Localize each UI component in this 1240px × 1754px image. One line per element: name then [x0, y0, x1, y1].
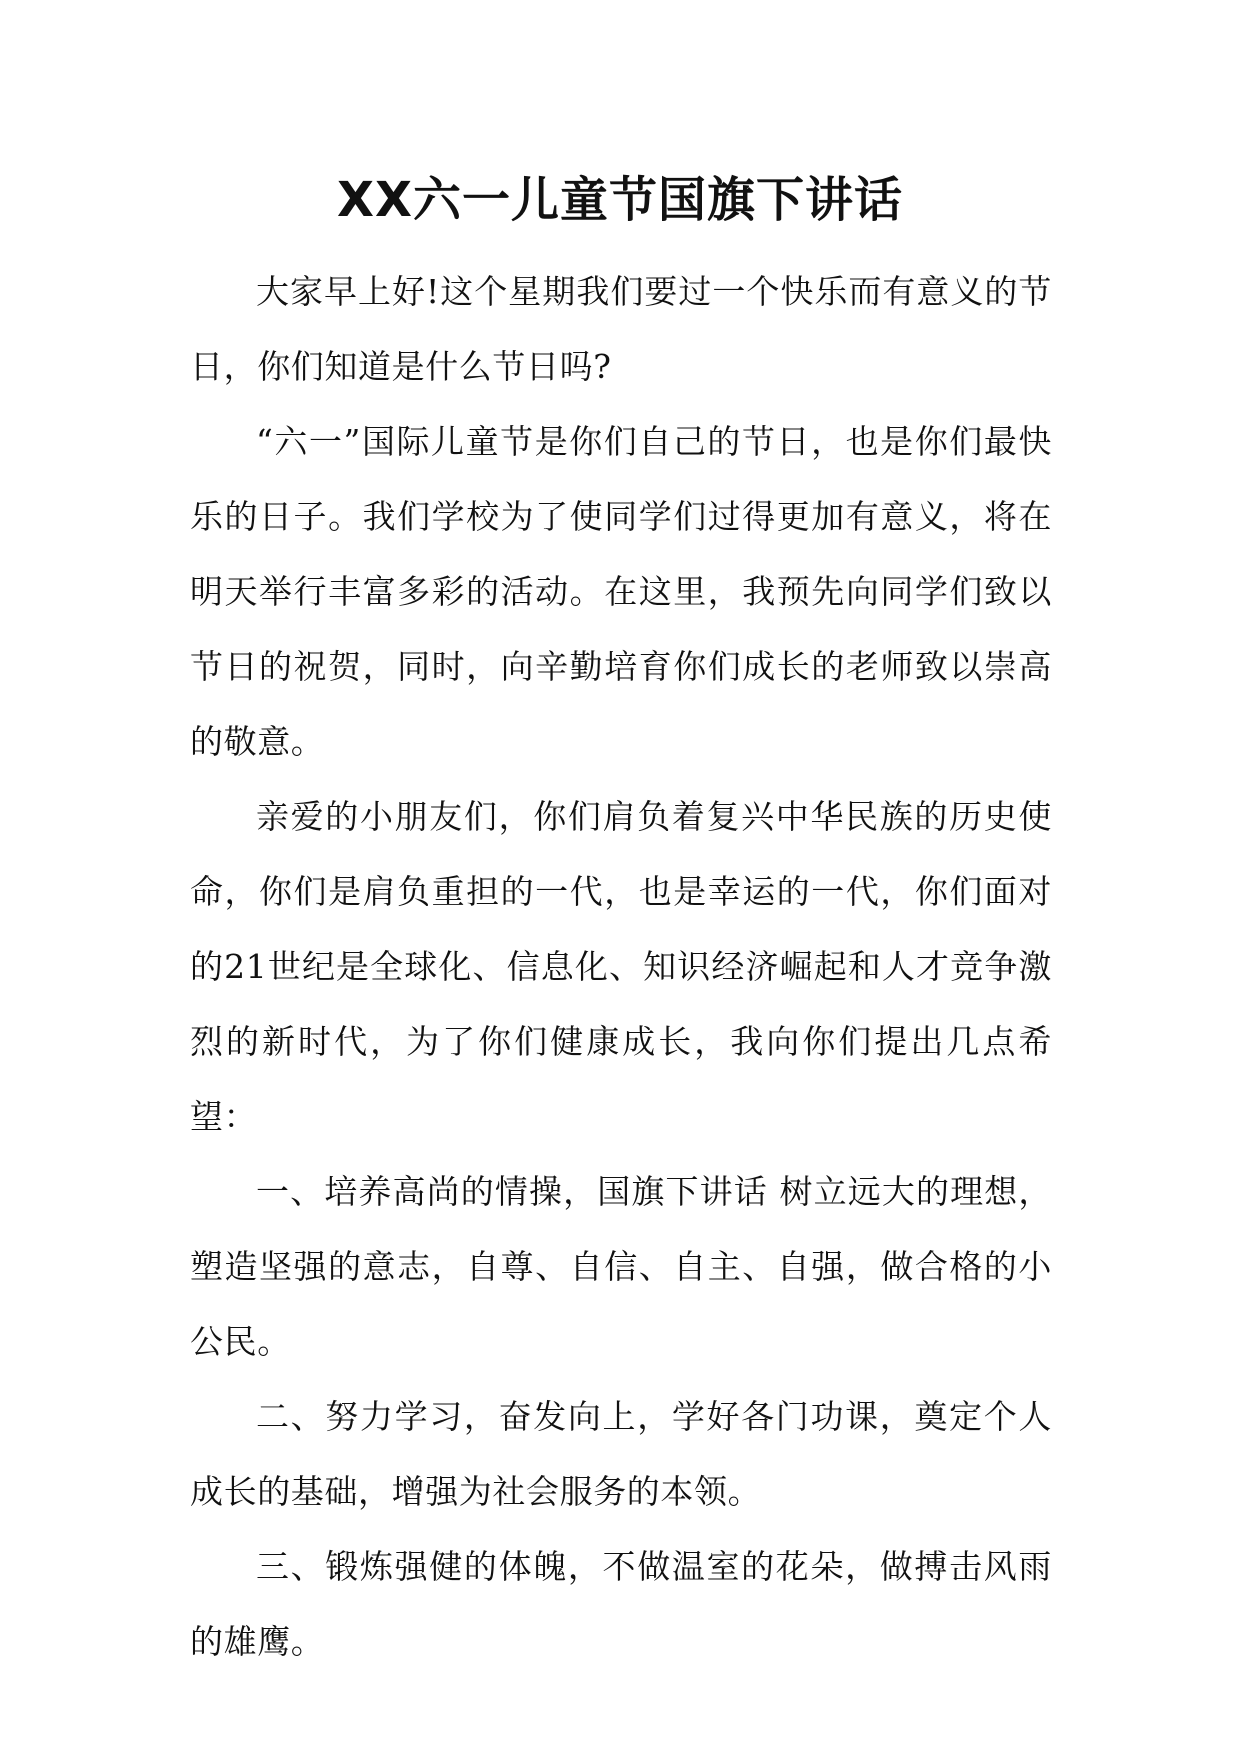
paragraph-childrens-day: “六一”国际儿童节是你们自己的节日，也是你们最快乐的日子。我们学校为了使同学们过得更加有意义，将在明天举行丰富多彩的活动。在这里，我预先向同学们致以节日的祝贺，同时，向辛勤培育你们成长的老师致以崇高的敬意。 [190, 422, 1052, 761]
document-title: XX六一儿童节国旗下讲话 [336, 172, 904, 228]
paragraph-hope-two: 二、努力学习，奋发向上，学好各门功课，奠定个人成长的基础，增强为社会服务的本领。 [190, 1397, 1052, 1511]
paragraph-greeting: 大家早上好!这个星期我们要过一个快乐而有意义的节日，你们知道是什么节日吗? [190, 272, 1052, 386]
paragraph-mission: 亲爱的小朋友们，你们肩负着复兴中华民族的历史使命，你们是肩负重担的一代，也是幸运的一代，你们面对的21世纪是全球化、信息化、知识经济崛起和人才竞争激烈的新时代，为了你们健康成长，我向你们提出几点希望： [190, 797, 1052, 1136]
document-body [190, 254, 1052, 1679]
paragraph-hope-one: 一、培养高尚的情操，国旗下讲话 树立远大的理想，塑造坚强的意志，自尊、自信、自主、自强，做合格的小公民。 [190, 1172, 1052, 1361]
paragraph-hope-three: 三、锻炼强健的体魄，不做温室的花朵，做搏击风雨的雄鹰。 [190, 1547, 1052, 1661]
